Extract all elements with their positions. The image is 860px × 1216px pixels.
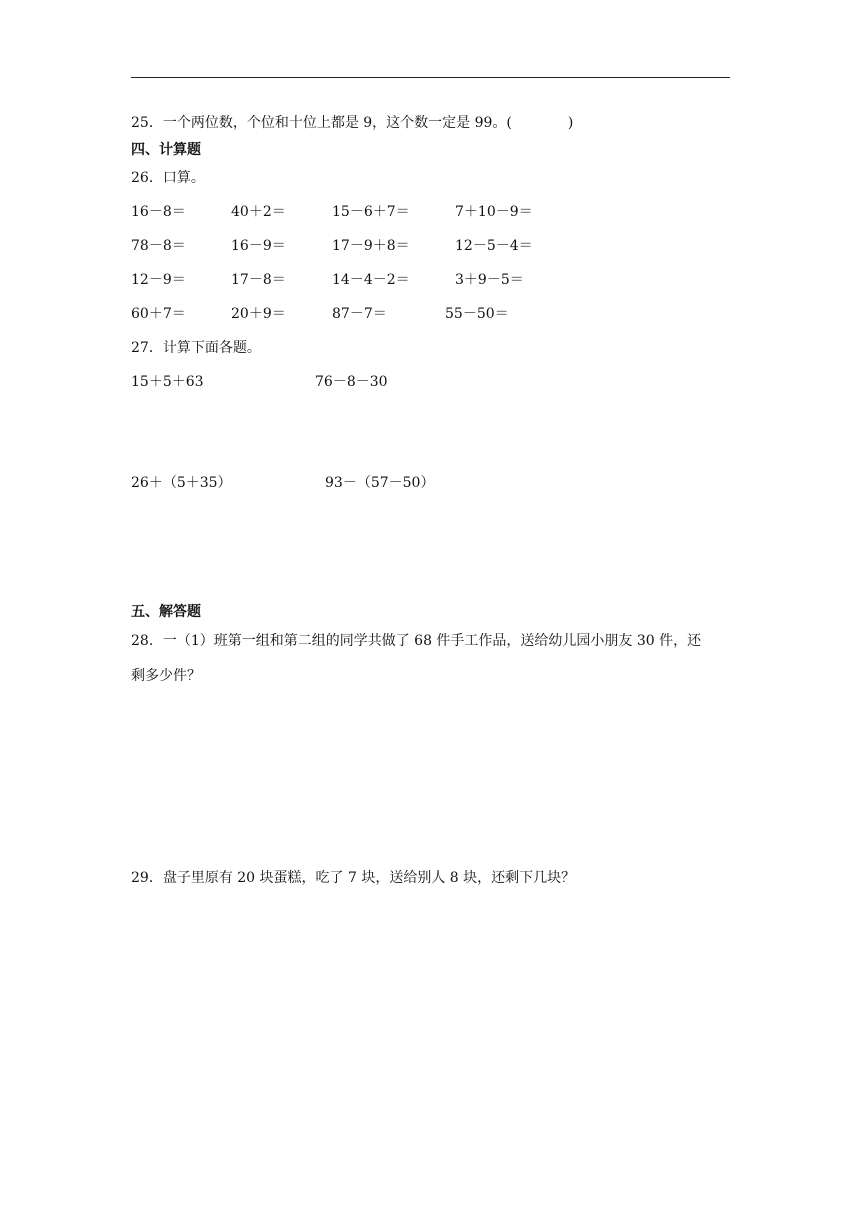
mental-math-item: 15－6＋7＝ <box>332 204 410 220</box>
section-5-heading: 五、解答题 <box>131 604 201 620</box>
mental-math-item: 20＋9＝ <box>231 306 286 322</box>
mental-math-item: 78－8＝ <box>131 238 186 254</box>
calculation-item: 26＋（5＋35） <box>131 475 232 491</box>
calculation-item: 76－8－30 <box>315 374 388 390</box>
calculation-item: 15＋5＋63 <box>131 374 204 390</box>
question-25: 25．一个两位数，个位和十位上都是 9，这个数一定是 99。( ) <box>131 115 574 131</box>
mental-math-item: 16－9＝ <box>231 238 286 254</box>
mental-math-item: 7＋10－9＝ <box>455 204 533 220</box>
mental-math-item: 87－7＝ <box>332 306 387 322</box>
section-4-heading: 四、计算题 <box>131 142 201 158</box>
calculation-item: 93－（57－50） <box>325 475 435 491</box>
question-28-line-2: 剩多少件？ <box>131 668 201 684</box>
question-26-title: 26．口算。 <box>131 170 205 186</box>
question-28-line-1: 28．一（1）班第一组和第二组的同学共做了 68 件手工作品，送给幼儿园小朋友 30 件，还 <box>131 633 702 649</box>
mental-math-item: 60＋7＝ <box>131 306 186 322</box>
mental-math-item: 14－4－2＝ <box>332 272 410 288</box>
question-29: 29．盘子里原有 20 块蛋糕，吃了 7 块，送给别人 8 块，还剩下几块？ <box>131 870 576 886</box>
mental-math-item: 55－50＝ <box>445 306 509 322</box>
mental-math-item: 17－9＋8＝ <box>332 238 410 254</box>
mental-math-item: 3＋9－5＝ <box>455 272 524 288</box>
mental-math-item: 12－5－4＝ <box>455 238 533 254</box>
mental-math-item: 40＋2＝ <box>231 204 286 220</box>
header-rule <box>131 77 730 78</box>
question-27-title: 27．计算下面各题。 <box>131 340 261 356</box>
mental-math-item: 12－9＝ <box>131 272 186 288</box>
mental-math-item: 16－8＝ <box>131 204 186 220</box>
mental-math-item: 17－8＝ <box>231 272 286 288</box>
